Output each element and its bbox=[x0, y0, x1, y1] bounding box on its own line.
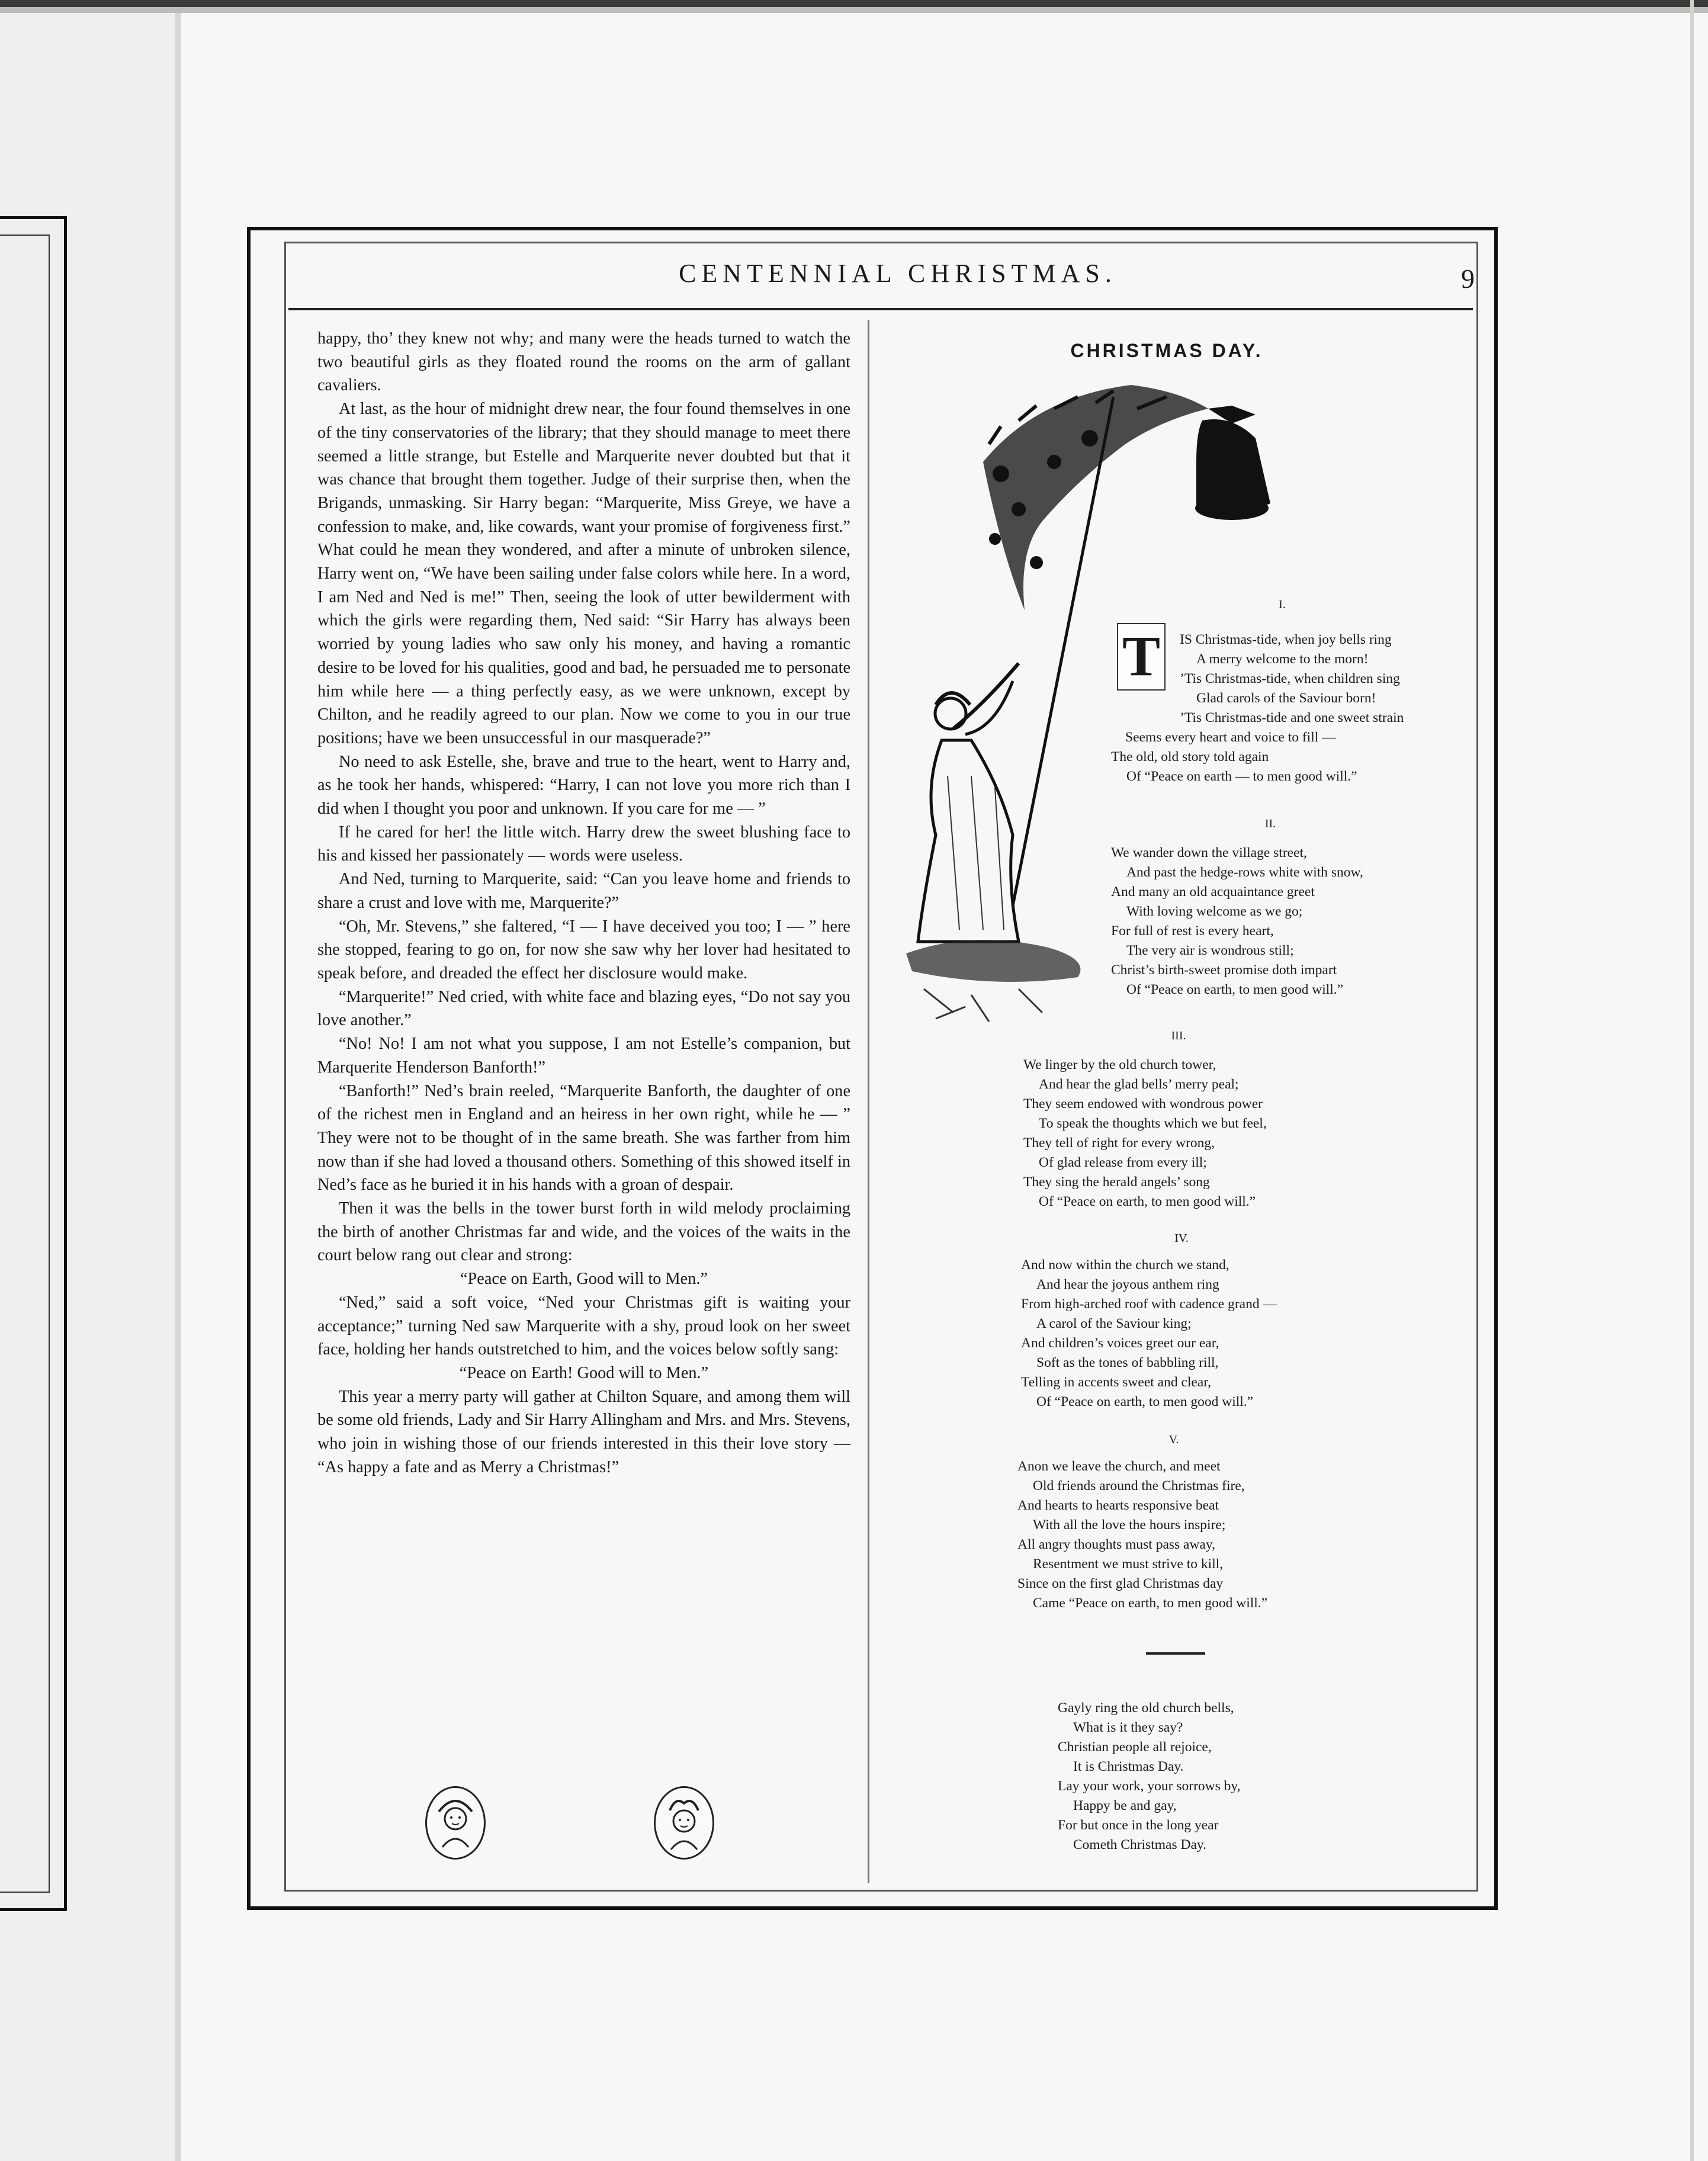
scan-top-edge bbox=[0, 0, 1708, 7]
verse-line: Happy be and gay, bbox=[1073, 1798, 1177, 1813]
stanza-number: IV. bbox=[1174, 1232, 1189, 1245]
stanza-number: I. bbox=[1279, 598, 1286, 611]
story-paragraph: “Ned,” said a soft voice, “Ned your Christmas gift is waiting your acceptance;” turning Ned saw Marquerite with a shy, proud look on her sweet face, holding her hands outstretched to him, and the voices below softly sang: bbox=[317, 1293, 850, 1359]
poem-line: They tell of right for every wrong, bbox=[1023, 1135, 1215, 1151]
poem-line: The very air is wondrous still; bbox=[1126, 943, 1294, 958]
poem-line: To speak the thoughts which we but feel, bbox=[1039, 1116, 1267, 1131]
poem-line: Came “Peace on earth, to men good will.” bbox=[1033, 1595, 1268, 1611]
poem-line: Of “Peace on earth, to men good will.” bbox=[1036, 1394, 1254, 1409]
poem-line: And hearts to hearts responsive beat bbox=[1017, 1498, 1219, 1513]
stanza-number: II. bbox=[1264, 817, 1276, 830]
verse-line: It is Christmas Day. bbox=[1073, 1759, 1184, 1774]
poem-line: Since on the first glad Christmas day bbox=[1017, 1576, 1224, 1591]
previous-page-inner-frame bbox=[0, 235, 50, 1893]
story-paragraph: “Marquerite!” Ned cried, with white face and blazing eyes, “Do not say you love another.” bbox=[317, 987, 850, 1030]
verse-line: Lay your work, your sorrows by, bbox=[1058, 1778, 1241, 1794]
story-paragraph: Then it was the bells in the tower burst forth in wild melody proclaiming the birth of another Christmas far and wide, and the voices of the waits in the court below rang out clear and strong: bbox=[317, 1199, 850, 1265]
poem-line: We wander down the village street, bbox=[1111, 845, 1307, 860]
poem-line: A carol of the Saviour king; bbox=[1036, 1316, 1192, 1331]
scan-top-shadow bbox=[0, 7, 1708, 13]
poem-line: The old, old story told again bbox=[1111, 749, 1269, 765]
story-paragraph: At last, as the hour of midnight drew near, the four found themselves in one of the tiny conservatories of the library; that they should manage to meet there seemed a little strange, but Estelle and Marquerite never doubted but that it was chance that brought them together. Judge of their surprise then, when the Brigands, unmasking. Sir Harry began: “Marquerite, Miss Greye, we have a confession to make, and, like cowards, want your promise of forgiveness first.” What could he mean they wondered, and after a minute of unbroken silence, Harry went on, “We have been sailing under false colors while here. In a word, I am Ned and Ned is me!” Then, seeing the look of utter bewilderment with which the girls were regarding them, Ned said: “Sir Harry has always been worried by young ladies who saw only his money, and having a romantic desire to be loved for his qualities, good and bad, he persuaded me to personate him while here — a thing perfectly easy, as we were unknown, except by Chilton, and he readily agreed to our plan. Now we come to you in our true positions; have we been unsuccessful in our masquerade?” bbox=[317, 400, 850, 747]
scan-right-edge bbox=[1690, 0, 1694, 2161]
poem-line: Anon we leave the church, and meet bbox=[1017, 1459, 1221, 1474]
verse-line: For but once in the long year bbox=[1058, 1818, 1219, 1833]
drop-cap-letter: T bbox=[1117, 623, 1166, 691]
poem-line: For full of rest is every heart, bbox=[1111, 923, 1274, 939]
story-paragraph: If he cared for her! the little witch. Harry drew the sweet blushing face to his and kissed her passionately — words were useless. bbox=[317, 823, 850, 865]
poem-line: Christ’s birth-sweet promise doth impart bbox=[1111, 962, 1337, 978]
page-number: 9 bbox=[1461, 264, 1475, 294]
poem-line: All angry thoughts must pass away, bbox=[1017, 1537, 1215, 1552]
poem-line: And hear the glad bells’ merry peal; bbox=[1039, 1077, 1239, 1092]
story-paragraph: happy, tho’ they knew not why; and many were the heads turned to watch the two beautiful girls as they floated round the rooms on the arm of gallant cavaliers. bbox=[317, 329, 850, 395]
poem-line: Of “Peace on earth, to men good will.” bbox=[1039, 1194, 1256, 1209]
poem-line: ’Tis Christmas-tide, when children sing bbox=[1180, 671, 1400, 686]
poem-line: They seem endowed with wondrous power bbox=[1023, 1096, 1263, 1112]
story-paragraph: “No! No! I am not what you suppose, I am not Estelle’s companion, but Marquerite Henderson Banforth!” bbox=[317, 1035, 850, 1077]
verse-line: What is it they say? bbox=[1073, 1720, 1183, 1735]
poem-line: And past the hedge-rows white with snow, bbox=[1126, 865, 1363, 880]
poem-line: We linger by the old church tower, bbox=[1023, 1057, 1216, 1073]
poem-line: A merry welcome to the morn! bbox=[1196, 651, 1369, 667]
story-paragraph: And Ned, turning to Marquerite, said: “Can you leave home and friends to share a crust and love with me, Marquerite?” bbox=[317, 870, 850, 912]
header-rule bbox=[288, 308, 1473, 310]
story-paragraph: This year a merry party will gather at Chilton Square, and among them will be some old friends, Lady and Sir Harry Allingham and Mrs. and Mrs. Stevens, who join in wishing those of our friends interested in this their love story — “As happy a fate and as Merry a Christmas!” bbox=[317, 1387, 850, 1476]
stanza-number: III. bbox=[1171, 1029, 1186, 1042]
poem-line: And now within the church we stand, bbox=[1021, 1257, 1229, 1273]
page-gutter bbox=[175, 0, 181, 2161]
poem-line: Old friends around the Christmas fire, bbox=[1033, 1478, 1245, 1494]
previous-page-frame bbox=[0, 216, 67, 1911]
poem-line: Of “Peace on earth, to men good will.” bbox=[1126, 982, 1344, 997]
poem-line: Soft as the tones of babbling rill, bbox=[1036, 1355, 1219, 1370]
poem-line: And children’s voices greet our ear, bbox=[1021, 1335, 1219, 1351]
poem-line: IS Christmas-tide, when joy bells ring bbox=[1180, 632, 1392, 647]
cameo-portrait-icon bbox=[425, 1786, 486, 1860]
poem-line: From high-arched roof with cadence grand — bbox=[1021, 1296, 1277, 1312]
story-paragraph: “Oh, Mr. Stevens,” she faltered, “I — I have deceived you too; I — ” here she stopped, fearing to go on, for now she saw why her lover had hesitated to speak before, and dreaded the effect her disclosure would make. bbox=[317, 917, 850, 982]
poem-line: With all the love the hours inspire; bbox=[1033, 1517, 1226, 1533]
poem-line: They sing the herald angels’ song bbox=[1023, 1174, 1210, 1190]
verse-line: Gayly ring the old church bells, bbox=[1058, 1700, 1234, 1716]
story-column bbox=[317, 327, 850, 1479]
poem-line: Glad carols of the Saviour born! bbox=[1196, 691, 1376, 706]
verse-line: Cometh Christmas Day. bbox=[1073, 1837, 1206, 1852]
section-divider-rule bbox=[1146, 1652, 1205, 1655]
song-line: “Peace on Earth! Good will to Men.” bbox=[459, 1363, 709, 1382]
stanza-number: V. bbox=[1168, 1433, 1179, 1446]
poem-line: With loving welcome as we go; bbox=[1126, 904, 1303, 919]
story-paragraph: No need to ask Estelle, she, brave and true to the heart, went to Harry and, as he took her hands, whispered: “Harry, I can not love you more rich than I did when I thought you poor and unknown. If you care for me — ” bbox=[317, 752, 850, 818]
story-paragraph: “Banforth!” Ned’s brain reeled, “Marquerite Banforth, the daughter of one of the richest men in England and an heiress in her own right, while he — ” They were not to be thought of in the same breath. She was farther from him now than if she had loved a thousand others. Something of this showed itself in Ned’s face as he buried it in his hands with a groan of despair. bbox=[317, 1081, 850, 1195]
running-header-title: CENTENNIAL CHRISTMAS. bbox=[679, 259, 1117, 288]
poem-line: And hear the joyous anthem ring bbox=[1036, 1277, 1219, 1292]
song-line: “Peace on Earth, Good will to Men.” bbox=[460, 1270, 708, 1289]
verse-line: Christian people all rejoice, bbox=[1058, 1739, 1212, 1755]
poem-line: And many an old acquaintance greet bbox=[1111, 884, 1315, 900]
poem-line: Resentment we must strive to kill, bbox=[1033, 1556, 1224, 1572]
poem-title: CHRISTMAS DAY. bbox=[1070, 340, 1263, 361]
poem-line: Telling in accents sweet and clear, bbox=[1021, 1375, 1212, 1390]
cameo-portrait-icon bbox=[654, 1786, 714, 1860]
column-divider bbox=[868, 320, 869, 1883]
poem-line: ’Tis Christmas-tide and one sweet strain bbox=[1180, 710, 1404, 725]
poem-line: Of “Peace on earth — to men good will.” bbox=[1126, 769, 1357, 784]
poem-line: Seems every heart and voice to fill — bbox=[1125, 730, 1336, 745]
poem-line: Of glad release from every ill; bbox=[1039, 1155, 1207, 1170]
